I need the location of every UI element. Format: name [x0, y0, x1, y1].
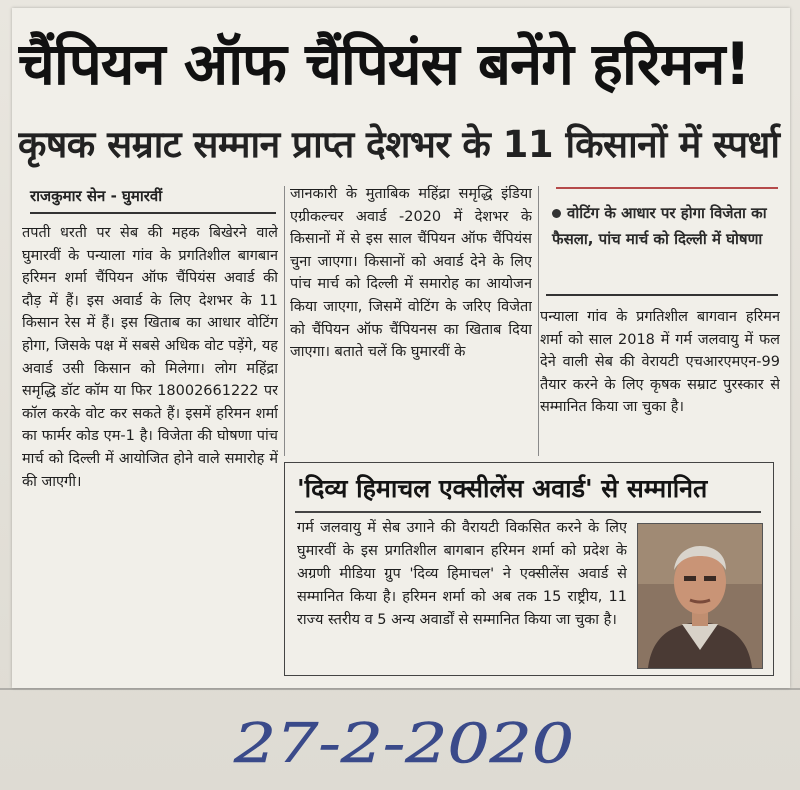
highlight-text: वोटिंग के आधार पर होगा विजेता का फैसला, पांच मार्च को दिल्ली में घोषणा: [552, 204, 767, 248]
handwritten-date: [228, 706, 588, 776]
portrait-photo: [637, 523, 763, 669]
award-box-rule: [295, 511, 761, 513]
highlight-callout: [552, 200, 778, 290]
bullet-icon: [552, 209, 561, 218]
byline-rule: [30, 212, 276, 214]
handwritten-date-text: 27-2-2020: [232, 712, 574, 775]
accent-rule: [556, 187, 778, 189]
subheadline: कृषक सम्राट सम्मान प्राप्त देशभर के 11 किसानों में स्पर्धा: [18, 123, 780, 166]
award-box-text: गर्म जलवायु में सेब उगाने की वैरायटी विकसित करने के लिए घुमारवीं के इस प्रगतिशील बागबान हरिमन शर्मा को प्रदेश के अग्रणी मीडिया ग्रुप 'दिव्य हिमाचल' ने एक्सीलेंस अवार्ड से सम्मानित किया है। हरिमन शर्मा को अब तक 15 राष्ट्रीय, 11 राज्य स्तरीय व 5 अन्य अवार्डों से सम्मानित किया जा चुका है।: [297, 520, 627, 628]
portrait-illustration: [638, 524, 762, 668]
article-column-1: तपती धरती पर सेब की महक बिखेरने वाले घुमारवीं के पन्याला गांव के प्रगतिशील बागबान हरिमन शर्मा चैंपियन ऑफ चैंपियंस अवार्ड की दौड़ में हैं। इस अवार्ड के लिए देशभर के 11 किसान रेस में हैं। इस खिताब का आधार वोटिंग होगा, जिसके पक्ष में सबसे अधिक वोट पड़ेंगे, यह अवार्ड उसी किसान को मिलेगा। लोग महिंद्रा समृद्धि डॉट कॉम या फिर 18002661222 पर कॉल करके वोट कर सकते हैं। इसमें हरिमन शर्मा का फार्मर कोड एम-1 है। विजेता की घोषणा पांच मार्च को दिल्ली में आयोजित होने वाले समारोह में की जाएगी।: [22, 225, 278, 490]
byline: राजकुमार सेन - घुमारवीं: [30, 187, 163, 205]
award-box-title: 'दिव्य हिमाचल एक्सीलेंस अवार्ड' से सम्मानित: [297, 474, 708, 503]
article-column-3: पन्याला गांव के प्रगतिशील बागवान हरिमन शर्मा को साल 2018 में गर्म जलवायु में फल देने वाली सेब की वेरायटी एचआरएमएन-99 तैयार करने के लिए कृषक सम्राट पुरस्कार से सम्मानित किया जा चुका है।: [540, 309, 780, 416]
page-fold: [0, 688, 800, 690]
award-box: [284, 462, 774, 676]
column-divider: [538, 186, 539, 456]
callout-rule: [546, 294, 778, 296]
article-column-2: जानकारी के मुताबिक महिंद्रा समृद्धि इंडिया एग्रीकल्चर अवार्ड -2020 में देशभर के किसानों में से इस साल चैंपियन ऑफ चैंपियंस चुना जाएगा। किसानों को अवार्ड देने के लिए पांच मार्च को दिल्ली में समारोह का आयोजन किया जाएगा, जिसमें वोटिंग के जरिए विजेता को चैंपियन ऑफ चैंपियनस का खिताब दिया जाएगा। बताते चलें कि घुमारवीं के: [290, 186, 532, 361]
column-divider: [284, 186, 285, 456]
headline: चैंपियन ऑफ चैंपियंस बनेंगे हरिमन!: [18, 30, 750, 98]
